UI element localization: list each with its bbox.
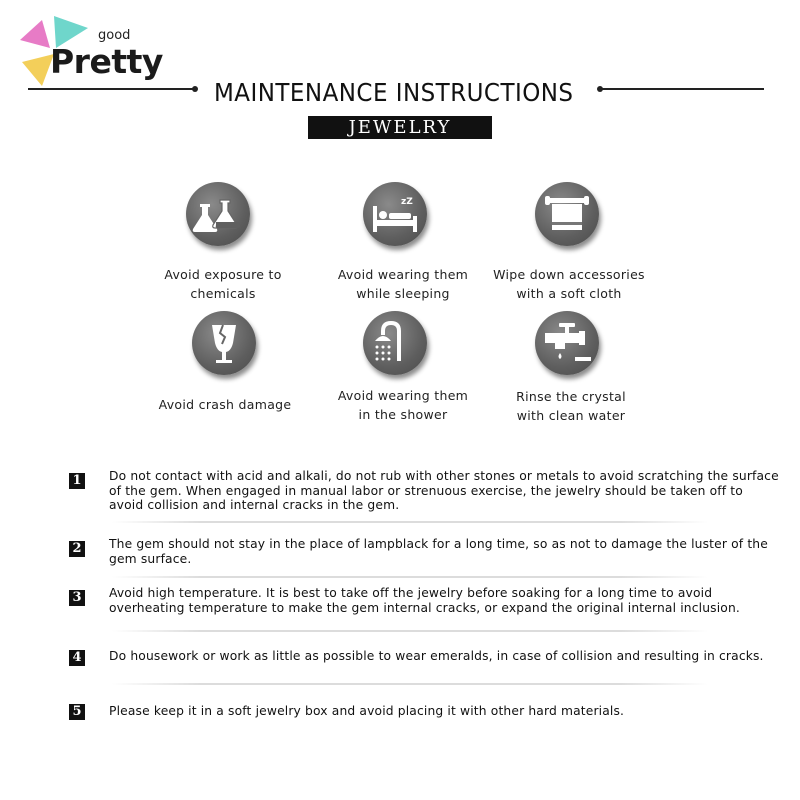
header-line-right [600, 88, 764, 90]
shower-icon [363, 311, 427, 375]
page-subtitle: JEWELRY [308, 116, 492, 139]
faucet-icon [535, 311, 599, 375]
sleeping-label-line1: Avoid wearing them [337, 267, 469, 282]
cloth-icon [535, 182, 599, 246]
shower-label [318, 386, 488, 424]
instruction-number-5: 5 [69, 704, 85, 720]
instruction-number-3: 3 [69, 590, 85, 606]
instruction-text-4: Do housework or work as little as possible to wear emeralds, in case of collision and resulting in cracks. [109, 649, 764, 663]
shower-label-line1: Avoid wearing them [337, 388, 469, 403]
crash-label-line1: Avoid crash damage [158, 397, 292, 412]
brand-small-word: good [98, 28, 131, 43]
chemicals-label-line1: Avoid exposure to [164, 267, 282, 282]
instruction-text-3: Avoid high temperature. It is best to take off the jewelry before soaking for a long time to avoid overheating temperature to make the gem internal cracks, or expand the original internal inclusion. [109, 586, 740, 615]
cloth-label-line1: Wipe down accessories [493, 267, 645, 282]
instruction-divider-1 [112, 521, 708, 523]
faucet-label-line1: Rinse the crystal [516, 389, 626, 404]
sleeping-icon [363, 182, 427, 246]
crash-label [140, 395, 310, 414]
sleeping-label [318, 265, 488, 303]
instruction-text-1: Do not contact with acid and alkali, do not rub with other stones or metals to avoid scratching the surface of the gem. When engaged in manual labor or strenuous exercise, the jewelry should be taken off to avoid collision and internal cracks in the gem. [109, 469, 779, 512]
header-line-left [28, 88, 194, 90]
instruction-text-2: The gem should not stay in the place of lampblack for a long time, so as not to damage the luster of the gem surface. [109, 537, 768, 566]
instruction-divider-4 [112, 683, 708, 685]
page-title: MAINTENANCE INSTRUCTIONS [214, 78, 574, 107]
instruction-divider-2 [112, 576, 708, 578]
instruction-number-4: 4 [69, 650, 85, 666]
brand-logo [16, 14, 186, 94]
instruction-divider-3 [112, 630, 708, 632]
brand-name: Pretty [50, 42, 163, 81]
chemicals-label [138, 265, 308, 303]
broken-glass-icon [192, 311, 256, 375]
shower-label-line2: in the shower [358, 407, 448, 422]
faucet-label [486, 387, 656, 425]
chemicals-icon [186, 182, 250, 246]
faucet-label-line2: with clean water [516, 408, 626, 423]
instruction-number-2: 2 [69, 541, 85, 557]
chemicals-label-line2: chemicals [190, 286, 256, 301]
cloth-label-line2: with a soft cloth [516, 286, 622, 301]
sleeping-label-line2: while sleeping [356, 286, 450, 301]
header-dot-left [192, 86, 198, 92]
instruction-text-5: Please keep it in a soft jewelry box and avoid placing it with other hard materials. [109, 704, 625, 718]
cloth-label [484, 265, 654, 303]
instruction-number-1: 1 [69, 473, 85, 489]
sleeping-zz-text: zZ [401, 197, 413, 207]
